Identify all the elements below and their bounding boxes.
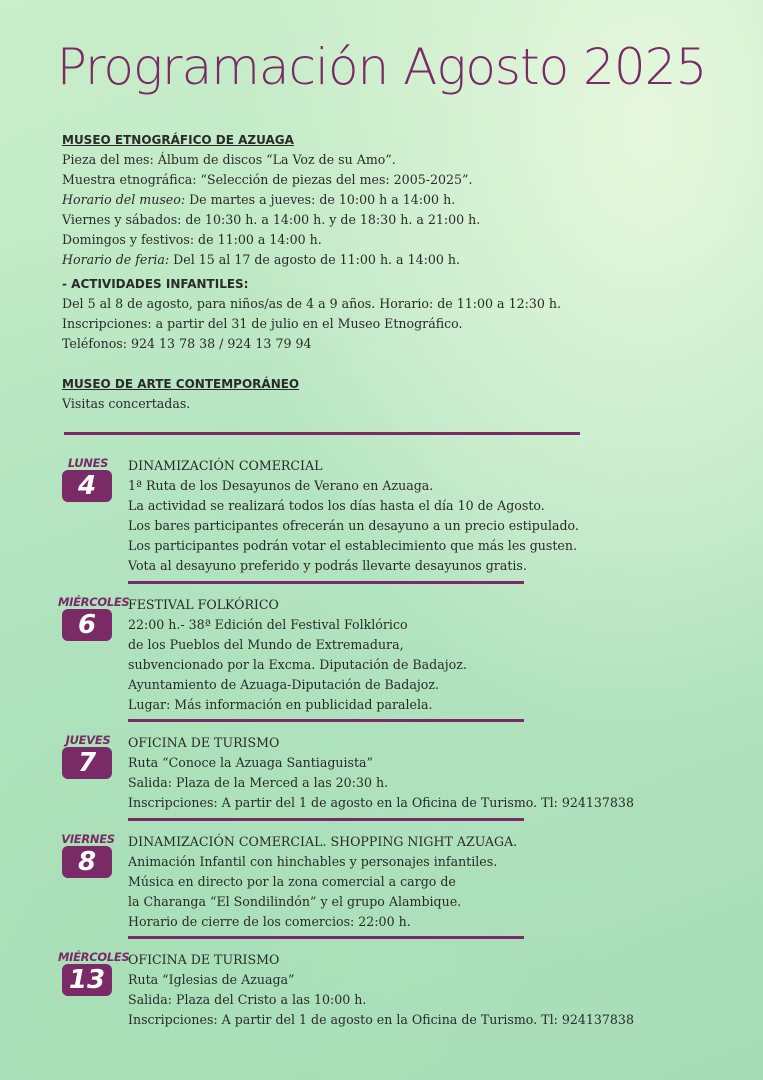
event-day-label: MIÉRCOLES	[58, 595, 130, 609]
event-lunes-4	[58, 456, 748, 576]
event-viernes-8	[58, 832, 748, 932]
event-line: Salida: Plaza de la Merced a las 20:30 h.	[128, 775, 389, 790]
museo-arte-visitas: Visitas concertadas.	[62, 396, 191, 411]
event-line: Animación Infantil con hinchables y personajes infantiles.	[128, 854, 498, 869]
event-date-badge: 6	[62, 609, 112, 641]
museo-arte-heading: MUSEO DE ARTE CONTEMPORÁNEO	[62, 377, 300, 391]
event-line: Salida: Plaza del Cristo a las 10:00 h.	[128, 992, 367, 1007]
section-divider	[64, 432, 580, 435]
event-day-label: LUNES	[67, 456, 109, 470]
event-line: Ruta “Conoce la Azuaga Santiaguista”	[128, 755, 374, 770]
event-date-badge: 13	[62, 964, 112, 996]
event-line: Lugar: Más información en publicidad paralela.	[128, 697, 433, 712]
event-day-label: JUEVES	[65, 733, 111, 747]
event-line: Inscripciones: A partir del 1 de agosto en la Oficina de Turismo. Tl: 924137838	[128, 1012, 634, 1027]
pieza-del-mes: Pieza del mes: Álbum de discos “La Voz de su Amo”.	[62, 152, 396, 167]
horario-feria-text: Del 15 al 17 de agosto de 11:00 h. a 14:00 h.	[169, 252, 460, 267]
event-line: Música en directo por la zona comercial a cargo de	[128, 874, 456, 889]
event-line: Ayuntamiento de Azuaga-Diputación de Badajoz.	[128, 677, 439, 692]
event-line: Los participantes podrán votar el establecimiento que más les gusten.	[128, 538, 577, 553]
museo-etnografico-section	[62, 130, 742, 270]
event-line: Inscripciones: A partir del 1 de agosto en la Oficina de Turismo. Tl: 924137838	[128, 795, 634, 810]
horario-viernes-sabados: Viernes y sábados: de 10:30 h. a 14:00 h. y de 18:30 h. a 21:00 h.	[62, 212, 481, 227]
event-description	[128, 733, 634, 813]
event-jueves-7	[58, 733, 748, 813]
event-line: de los Pueblos del Mundo de Extremadura,	[128, 637, 404, 652]
museo-arte-section	[62, 374, 742, 414]
event-title: OFICINA DE TURISMO	[128, 735, 280, 750]
horario-museo-label: Horario del museo:	[62, 192, 186, 207]
event-divider	[128, 818, 524, 821]
horario-feria-label: Horario de feria:	[62, 252, 170, 267]
event-line: Ruta “Iglesias de Azuaga”	[128, 972, 295, 987]
event-title: OFICINA DE TURISMO	[128, 952, 280, 967]
horario-museo-text: De martes a jueves: de 10:00 h a 14:00 h.	[185, 192, 456, 207]
museo-etnografico-heading: MUSEO ETNOGRÁFICO DE AZUAGA	[62, 133, 294, 147]
event-date-badge: 8	[62, 846, 112, 878]
actividades-infantiles-section	[62, 274, 742, 354]
event-title: DINAMIZACIÓN COMERCIAL	[128, 458, 323, 473]
event-description	[128, 595, 467, 715]
page-title: Programación Agosto 2025	[56, 38, 707, 96]
muestra-etnografica: Muestra etnográfica: “Selección de piezas del mes: 2005-2025”.	[62, 172, 473, 187]
event-description	[128, 950, 634, 1030]
event-day-label: MIÉRCOLES	[58, 950, 130, 964]
event-line: Vota al desayuno preferido y podrás llevarte desayunos gratis.	[128, 558, 527, 573]
actividades-fechas: Del 5 al 8 de agosto, para niños/as de 4 a 9 años. Horario: de 11:00 a 12:30 h.	[62, 296, 561, 311]
horario-domingos: Domingos y festivos: de 11:00 a 14:00 h.	[62, 232, 322, 247]
event-day-label: VIERNES	[61, 832, 115, 846]
event-divider	[128, 719, 524, 722]
event-title: FESTIVAL FOLKÓRICO	[128, 597, 279, 612]
event-line: la Charanga “El Sondilindón” y el grupo Alambique.	[128, 894, 462, 909]
actividades-inscripciones: Inscripciones: a partir del 31 de julio en el Museo Etnográfico.	[62, 316, 463, 331]
actividades-telefonos: Teléfonos: 924 13 78 38 / 924 13 79 94	[62, 336, 312, 351]
event-miercoles-6	[58, 595, 748, 715]
event-date-badge: 7	[62, 747, 112, 779]
event-line: Horario de cierre de los comercios: 22:00 h.	[128, 914, 411, 929]
event-line: Los bares participantes ofrecerán un desayuno a un precio estipulado.	[128, 518, 579, 533]
event-divider	[128, 581, 524, 584]
event-line: La actividad se realizará todos los días hasta el día 10 de Agosto.	[128, 498, 545, 513]
event-miercoles-13	[58, 950, 748, 1030]
actividades-heading: - ACTIVIDADES INFANTILES:	[62, 277, 249, 291]
horario-feria	[62, 250, 742, 270]
event-divider	[128, 936, 524, 939]
event-date-badge: 4	[62, 470, 112, 502]
event-title: DINAMIZACIÓN COMERCIAL. SHOPPING NIGHT AZUAGA.	[128, 834, 518, 849]
event-line: subvencionado por la Excma. Diputación de Badajoz.	[128, 657, 467, 672]
event-line: 22:00 h.- 38ª Edición del Festival Folklórico	[128, 617, 408, 632]
horario-museo	[62, 190, 742, 210]
event-line: 1ª Ruta de los Desayunos de Verano en Azuaga.	[128, 478, 434, 493]
event-description	[128, 832, 517, 932]
event-description	[128, 456, 579, 576]
